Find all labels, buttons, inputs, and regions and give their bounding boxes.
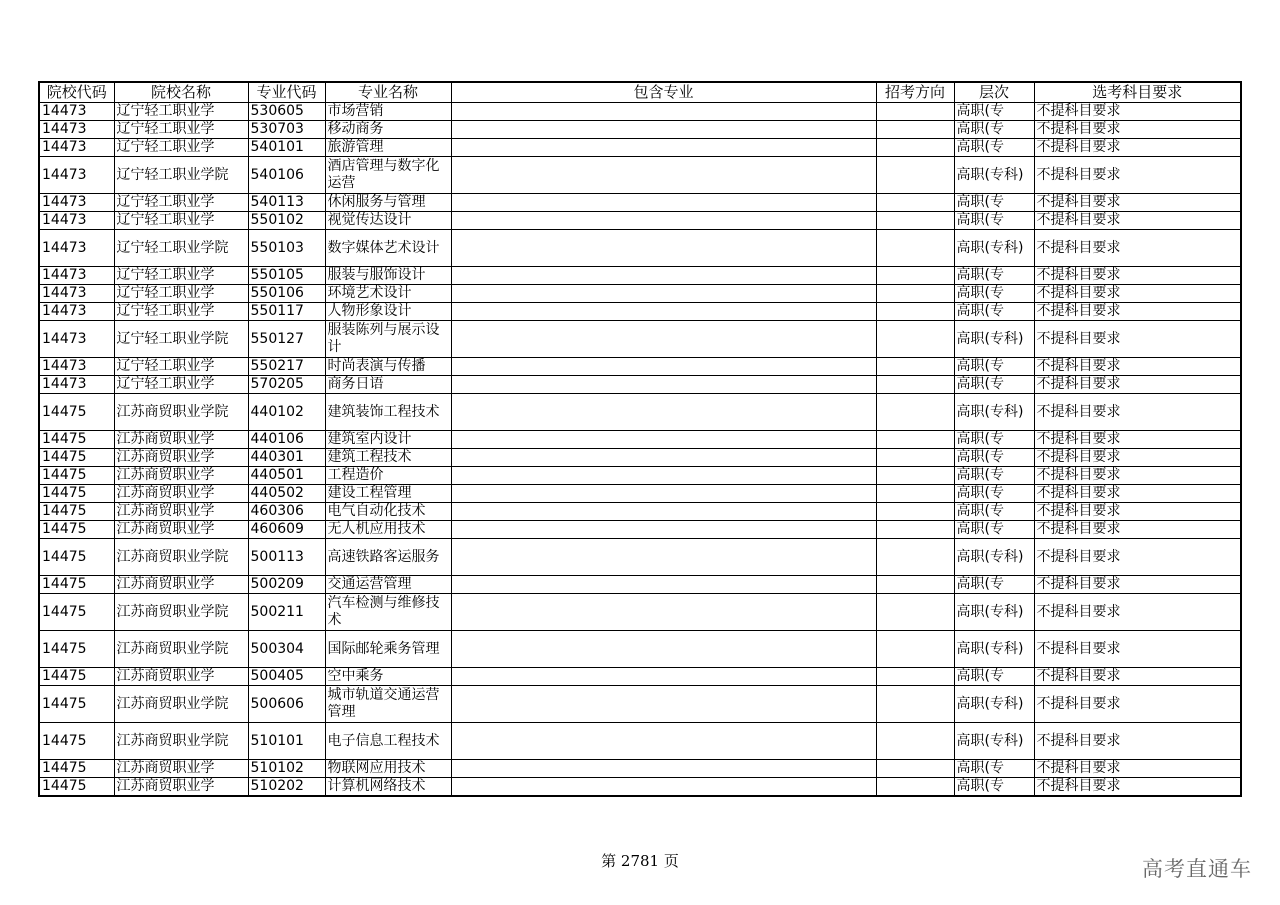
cell-included-majors (451, 631, 876, 668)
cell-school-code: 14473 (39, 303, 114, 321)
cell-level: 高职(专 (954, 121, 1034, 139)
cell-subject-requirement: 不提科目要求 (1034, 303, 1241, 321)
cell-direction (876, 539, 954, 576)
cell-included-majors (451, 503, 876, 521)
cell-direction (876, 121, 954, 139)
cell-major-code: 510101 (248, 723, 325, 760)
cell-school-name: 江苏商贸职业学 (114, 760, 248, 778)
cell-level: 高职(专 (954, 285, 1034, 303)
cell-direction (876, 576, 954, 594)
header-level: 层次 (954, 82, 1034, 103)
cell-included-majors (451, 194, 876, 212)
cell-school-name: 辽宁轻工职业学 (114, 303, 248, 321)
header-school-code: 院校代码 (39, 82, 114, 103)
cell-included-majors (451, 521, 876, 539)
cell-direction (876, 668, 954, 686)
cell-level: 高职(专科) (954, 723, 1034, 760)
cell-school-code: 14475 (39, 760, 114, 778)
cell-major-code: 540106 (248, 157, 325, 194)
table-row (39, 303, 1241, 321)
cell-school-code: 14475 (39, 467, 114, 485)
cell-included-majors (451, 358, 876, 376)
cell-subject-requirement: 不提科目要求 (1034, 285, 1241, 303)
cell-included-majors (451, 139, 876, 157)
cell-level: 高职(专科) (954, 321, 1034, 358)
cell-major-code: 540113 (248, 194, 325, 212)
cell-subject-requirement: 不提科目要求 (1034, 760, 1241, 778)
cell-major-name: 服装陈列与展示设计 (325, 321, 451, 358)
cell-subject-requirement: 不提科目要求 (1034, 431, 1241, 449)
cell-direction (876, 376, 954, 394)
cell-major-code: 510202 (248, 778, 325, 797)
cell-level: 高职(专 (954, 503, 1034, 521)
table-row (39, 321, 1241, 358)
cell-subject-requirement: 不提科目要求 (1034, 194, 1241, 212)
table-row (39, 121, 1241, 139)
cell-subject-requirement: 不提科目要求 (1034, 631, 1241, 668)
cell-major-name: 空中乘务 (325, 668, 451, 686)
cell-included-majors (451, 321, 876, 358)
cell-direction (876, 321, 954, 358)
cell-level: 高职(专 (954, 103, 1034, 121)
cell-level: 高职(专 (954, 376, 1034, 394)
table-row (39, 539, 1241, 576)
cell-major-code: 570205 (248, 376, 325, 394)
table-row (39, 521, 1241, 539)
cell-direction (876, 139, 954, 157)
cell-included-majors (451, 121, 876, 139)
cell-subject-requirement: 不提科目要求 (1034, 668, 1241, 686)
cell-level: 高职(专 (954, 194, 1034, 212)
cell-included-majors (451, 212, 876, 230)
cell-school-code: 14473 (39, 321, 114, 358)
cell-school-name: 辽宁轻工职业学 (114, 285, 248, 303)
cell-included-majors (451, 723, 876, 760)
cell-school-name: 江苏商贸职业学院 (114, 631, 248, 668)
cell-major-code: 530703 (248, 121, 325, 139)
cell-subject-requirement: 不提科目要求 (1034, 503, 1241, 521)
table-row (39, 594, 1241, 631)
cell-direction (876, 485, 954, 503)
cell-school-code: 14473 (39, 157, 114, 194)
cell-direction (876, 778, 954, 797)
cell-level: 高职(专 (954, 449, 1034, 467)
table-row (39, 394, 1241, 431)
cell-school-code: 14473 (39, 230, 114, 267)
cell-major-code: 510102 (248, 760, 325, 778)
cell-subject-requirement: 不提科目要求 (1034, 594, 1241, 631)
cell-school-code: 14475 (39, 503, 114, 521)
cell-direction (876, 449, 954, 467)
cell-subject-requirement: 不提科目要求 (1034, 521, 1241, 539)
table-row (39, 431, 1241, 449)
cell-included-majors (451, 576, 876, 594)
cell-included-majors (451, 267, 876, 285)
cell-direction (876, 303, 954, 321)
cell-subject-requirement: 不提科目要求 (1034, 103, 1241, 121)
cell-direction (876, 521, 954, 539)
table-row (39, 503, 1241, 521)
cell-major-code: 500113 (248, 539, 325, 576)
cell-school-code: 14473 (39, 212, 114, 230)
cell-school-name: 江苏商贸职业学院 (114, 394, 248, 431)
cell-school-name: 辽宁轻工职业学院 (114, 157, 248, 194)
cell-major-code: 440102 (248, 394, 325, 431)
cell-level: 高职(专 (954, 139, 1034, 157)
cell-subject-requirement: 不提科目要求 (1034, 230, 1241, 267)
cell-level: 高职(专科) (954, 594, 1034, 631)
cell-major-name: 市场营销 (325, 103, 451, 121)
cell-major-name: 建筑工程技术 (325, 449, 451, 467)
cell-included-majors (451, 449, 876, 467)
cell-major-name: 移动商务 (325, 121, 451, 139)
table-row (39, 376, 1241, 394)
cell-level: 高职(专科) (954, 230, 1034, 267)
cell-school-code: 14475 (39, 485, 114, 503)
cell-level: 高职(专 (954, 760, 1034, 778)
header-major-code: 专业代码 (248, 82, 325, 103)
watermark: 高考直通车 (1142, 857, 1252, 881)
cell-major-name: 数字媒体艺术设计 (325, 230, 451, 267)
cell-level: 高职(专 (954, 778, 1034, 797)
cell-major-code: 550117 (248, 303, 325, 321)
cell-major-name: 环境艺术设计 (325, 285, 451, 303)
cell-subject-requirement: 不提科目要求 (1034, 576, 1241, 594)
cell-school-name: 辽宁轻工职业学 (114, 267, 248, 285)
cell-subject-requirement: 不提科目要求 (1034, 157, 1241, 194)
cell-subject-requirement: 不提科目要求 (1034, 485, 1241, 503)
cell-major-name: 高速铁路客运服务 (325, 539, 451, 576)
page-number: 第 2781 页 (601, 852, 679, 870)
header-direction: 招考方向 (876, 82, 954, 103)
cell-level: 高职(专 (954, 431, 1034, 449)
cell-major-code: 550217 (248, 358, 325, 376)
cell-school-code: 14475 (39, 539, 114, 576)
cell-major-code: 530605 (248, 103, 325, 121)
cell-direction (876, 267, 954, 285)
cell-subject-requirement: 不提科目要求 (1034, 467, 1241, 485)
cell-major-code: 500209 (248, 576, 325, 594)
cell-school-code: 14473 (39, 194, 114, 212)
cell-major-name: 人物形象设计 (325, 303, 451, 321)
cell-direction (876, 394, 954, 431)
cell-level: 高职(专 (954, 576, 1034, 594)
cell-school-name: 江苏商贸职业学 (114, 778, 248, 797)
table-row (39, 576, 1241, 594)
cell-subject-requirement: 不提科目要求 (1034, 723, 1241, 760)
cell-school-name: 辽宁轻工职业学 (114, 376, 248, 394)
cell-school-name: 辽宁轻工职业学 (114, 194, 248, 212)
cell-included-majors (451, 103, 876, 121)
cell-included-majors (451, 303, 876, 321)
cell-school-code: 14473 (39, 139, 114, 157)
cell-school-code: 14475 (39, 431, 114, 449)
cell-school-name: 江苏商贸职业学 (114, 503, 248, 521)
cell-included-majors (451, 467, 876, 485)
cell-direction (876, 431, 954, 449)
cell-level: 高职(专科) (954, 157, 1034, 194)
cell-included-majors (451, 157, 876, 194)
table-header (39, 82, 1241, 103)
cell-subject-requirement: 不提科目要求 (1034, 121, 1241, 139)
cell-school-name: 江苏商贸职业学 (114, 449, 248, 467)
cell-major-name: 电气自动化技术 (325, 503, 451, 521)
cell-major-name: 建设工程管理 (325, 485, 451, 503)
cell-level: 高职(专科) (954, 394, 1034, 431)
cell-major-name: 工程造价 (325, 467, 451, 485)
cell-school-code: 14475 (39, 631, 114, 668)
cell-included-majors (451, 539, 876, 576)
cell-school-code: 14473 (39, 103, 114, 121)
cell-direction (876, 103, 954, 121)
cell-school-name: 江苏商贸职业学院 (114, 539, 248, 576)
cell-major-name: 建筑装饰工程技术 (325, 394, 451, 431)
cell-school-name: 江苏商贸职业学院 (114, 686, 248, 723)
cell-level: 高职(专 (954, 358, 1034, 376)
cell-major-code: 500304 (248, 631, 325, 668)
cell-major-code: 460306 (248, 503, 325, 521)
cell-included-majors (451, 230, 876, 267)
table-row (39, 467, 1241, 485)
cell-direction (876, 194, 954, 212)
cell-school-name: 辽宁轻工职业学 (114, 103, 248, 121)
table-row (39, 267, 1241, 285)
table-row (39, 449, 1241, 467)
cell-school-code: 14475 (39, 686, 114, 723)
cell-level: 高职(专科) (954, 539, 1034, 576)
table-row (39, 230, 1241, 267)
table-row (39, 723, 1241, 760)
cell-included-majors (451, 376, 876, 394)
cell-major-name: 城市轨道交通运营管理 (325, 686, 451, 723)
cell-major-code: 460609 (248, 521, 325, 539)
cell-major-code: 550103 (248, 230, 325, 267)
cell-direction (876, 631, 954, 668)
header-subject-requirement: 选考科目要求 (1034, 82, 1241, 103)
cell-subject-requirement: 不提科目要求 (1034, 686, 1241, 723)
cell-major-code: 440106 (248, 431, 325, 449)
cell-direction (876, 212, 954, 230)
cell-subject-requirement: 不提科目要求 (1034, 212, 1241, 230)
cell-major-name: 时尚表演与传播 (325, 358, 451, 376)
cell-subject-requirement: 不提科目要求 (1034, 376, 1241, 394)
cell-major-code: 550105 (248, 267, 325, 285)
cell-included-majors (451, 431, 876, 449)
header-major-name: 专业名称 (325, 82, 451, 103)
header-included-majors: 包含专业 (451, 82, 876, 103)
cell-major-name: 视觉传达设计 (325, 212, 451, 230)
cell-subject-requirement: 不提科目要求 (1034, 449, 1241, 467)
cell-major-name: 服装与服饰设计 (325, 267, 451, 285)
cell-school-name: 江苏商贸职业学 (114, 521, 248, 539)
table-body (39, 103, 1241, 797)
table-row (39, 686, 1241, 723)
cell-included-majors (451, 594, 876, 631)
cell-school-name: 辽宁轻工职业学院 (114, 321, 248, 358)
cell-included-majors (451, 285, 876, 303)
cell-major-name: 计算机网络技术 (325, 778, 451, 797)
table-row (39, 194, 1241, 212)
table-row (39, 485, 1241, 503)
cell-subject-requirement: 不提科目要求 (1034, 139, 1241, 157)
cell-school-code: 14473 (39, 358, 114, 376)
cell-included-majors (451, 686, 876, 723)
cell-direction (876, 686, 954, 723)
cell-school-code: 14475 (39, 521, 114, 539)
cell-school-name: 辽宁轻工职业学 (114, 358, 248, 376)
cell-major-code: 500211 (248, 594, 325, 631)
cell-major-code: 440502 (248, 485, 325, 503)
cell-major-code: 550102 (248, 212, 325, 230)
table-row (39, 285, 1241, 303)
table-row (39, 760, 1241, 778)
cell-included-majors (451, 760, 876, 778)
header-row (39, 82, 1241, 103)
table-row (39, 668, 1241, 686)
cell-direction (876, 285, 954, 303)
cell-school-code: 14475 (39, 394, 114, 431)
cell-school-code: 14473 (39, 121, 114, 139)
cell-school-code: 14473 (39, 267, 114, 285)
cell-school-code: 14475 (39, 778, 114, 797)
cell-direction (876, 723, 954, 760)
cell-major-name: 国际邮轮乘务管理 (325, 631, 451, 668)
cell-school-name: 江苏商贸职业学 (114, 467, 248, 485)
table-row (39, 103, 1241, 121)
cell-school-code: 14475 (39, 449, 114, 467)
cell-school-name: 江苏商贸职业学 (114, 576, 248, 594)
cell-school-name: 江苏商贸职业学 (114, 431, 248, 449)
cell-subject-requirement: 不提科目要求 (1034, 778, 1241, 797)
cell-school-code: 14473 (39, 376, 114, 394)
cell-direction (876, 358, 954, 376)
cell-direction (876, 157, 954, 194)
cell-major-name: 无人机应用技术 (325, 521, 451, 539)
table-row (39, 778, 1241, 797)
cell-school-name: 辽宁轻工职业学 (114, 139, 248, 157)
cell-included-majors (451, 485, 876, 503)
cell-level: 高职(专 (954, 521, 1034, 539)
cell-level: 高职(专 (954, 267, 1034, 285)
cell-school-name: 江苏商贸职业学 (114, 668, 248, 686)
cell-school-code: 14475 (39, 723, 114, 760)
cell-major-name: 商务日语 (325, 376, 451, 394)
table-row (39, 631, 1241, 668)
cell-school-name: 辽宁轻工职业学 (114, 121, 248, 139)
cell-major-code: 500405 (248, 668, 325, 686)
cell-level: 高职(专 (954, 485, 1034, 503)
cell-level: 高职(专科) (954, 686, 1034, 723)
cell-subject-requirement: 不提科目要求 (1034, 267, 1241, 285)
cell-direction (876, 594, 954, 631)
table-row (39, 212, 1241, 230)
admission-table (38, 81, 1242, 797)
cell-school-name: 江苏商贸职业学 (114, 485, 248, 503)
table-row (39, 139, 1241, 157)
cell-included-majors (451, 668, 876, 686)
cell-level: 高职(专 (954, 467, 1034, 485)
cell-direction (876, 760, 954, 778)
cell-major-code: 440501 (248, 467, 325, 485)
cell-level: 高职(专 (954, 212, 1034, 230)
cell-major-code: 540101 (248, 139, 325, 157)
cell-direction (876, 467, 954, 485)
cell-level: 高职(专科) (954, 631, 1034, 668)
cell-school-name: 江苏商贸职业学院 (114, 723, 248, 760)
cell-major-code: 500606 (248, 686, 325, 723)
cell-level: 高职(专 (954, 303, 1034, 321)
cell-level: 高职(专 (954, 668, 1034, 686)
cell-major-code: 550106 (248, 285, 325, 303)
cell-subject-requirement: 不提科目要求 (1034, 358, 1241, 376)
cell-school-code: 14475 (39, 594, 114, 631)
cell-major-name: 旅游管理 (325, 139, 451, 157)
cell-school-name: 辽宁轻工职业学院 (114, 230, 248, 267)
cell-subject-requirement: 不提科目要求 (1034, 539, 1241, 576)
cell-subject-requirement: 不提科目要求 (1034, 394, 1241, 431)
cell-major-name: 物联网应用技术 (325, 760, 451, 778)
cell-major-code: 550127 (248, 321, 325, 358)
cell-school-code: 14475 (39, 668, 114, 686)
cell-major-name: 建筑室内设计 (325, 431, 451, 449)
cell-school-name: 江苏商贸职业学院 (114, 594, 248, 631)
cell-subject-requirement: 不提科目要求 (1034, 321, 1241, 358)
cell-included-majors (451, 778, 876, 797)
cell-major-code: 440301 (248, 449, 325, 467)
cell-major-name: 电子信息工程技术 (325, 723, 451, 760)
cell-major-name: 休闲服务与管理 (325, 194, 451, 212)
table-row (39, 157, 1241, 194)
cell-major-name: 酒店管理与数字化运营 (325, 157, 451, 194)
cell-direction (876, 503, 954, 521)
cell-school-code: 14475 (39, 576, 114, 594)
cell-major-name: 汽车检测与维修技术 (325, 594, 451, 631)
table-row (39, 358, 1241, 376)
cell-major-name: 交通运营管理 (325, 576, 451, 594)
cell-included-majors (451, 394, 876, 431)
cell-direction (876, 230, 954, 267)
cell-school-code: 14473 (39, 285, 114, 303)
header-school-name: 院校名称 (114, 82, 248, 103)
cell-school-name: 辽宁轻工职业学 (114, 212, 248, 230)
